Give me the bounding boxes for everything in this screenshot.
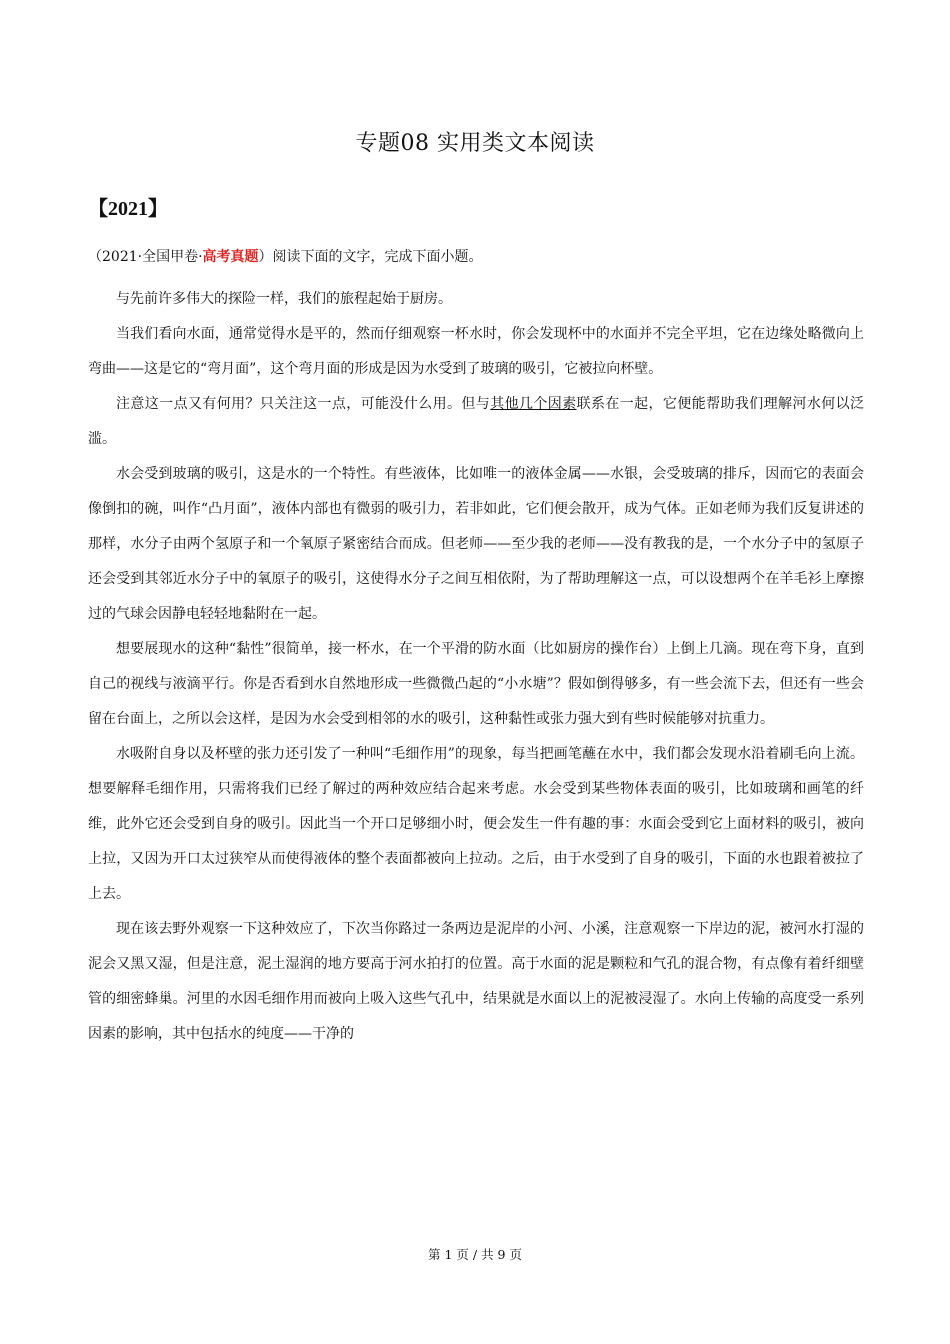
paragraph: 水吸附自身以及杯壁的张力还引发了一种叫“毛细作用”的现象，每当把画笔蘸在水中，我们都会发现水沿着刷毛向上流。想要解释毛细作用，只需将我们已经了解过的两种效应结合起来考虑。水会受到某些物体表面的吸引，比如玻璃和画笔的纤维，此外它还会受到自身的吸引。因此当一个开口足够细小时，便会发生一件有趣的事：水面会受到它上面材料的吸引，被向上拉，又因为开口太过狭窄从而使得液体的整个表面都被向上拉动。之后，由于水受到了自身的吸引，下面的水也跟着被拉了上去。 (88, 746, 864, 902)
underlined-phrase: 其他几个因素 (490, 396, 577, 412)
paragraph-text: 注意这一点又有何用？只关注这一点，可能没什么用。但与 (116, 396, 491, 412)
paragraph: 当我们看向水面，通常觉得水是平的，然而仔细观察一杯水时，你会发现杯中的水面并不完全平坦，它在边缘处略微向上弯曲——这是它的“弯月面”，这个弯月面的形成是因为水受到了玻璃的吸引，它被拉向杯壁。 (88, 326, 864, 377)
page-title: 专题08 实用类文本阅读 (355, 131, 595, 156)
year-heading: 【2021】 (88, 198, 168, 220)
paragraph: 与先前许多伟大的探险一样，我们的旅程起始于厨房。 (116, 291, 452, 307)
source-prefix: （2021·全国甲卷· (88, 249, 203, 265)
article-body (88, 282, 864, 1052)
source-suffix: ）阅读下面的文字，完成下面小题。 (258, 249, 483, 265)
paragraph: 水会受到玻璃的吸引，这是水的一个特性。有些液体，比如唯一的液体金属——水银，会受玻璃的排斥，因而它的表面会像倒扣的碗，叫作“凸月面”，液体内部也有微弱的吸引力，若非如此，它们便会散开，成为气体。正如老师为我们反复讲述的那样，水分子由两个氢原子和一个氧原子紧密结合而成。但老师——至少我的老师——没有教我的是，一个水分子中的氢原子还会受到其邻近水分子中的氧原子的吸引，这使得水分子之间互相依附，为了帮助理解这一点，可以设想两个在羊毛衫上摩擦过的气球会因静电轻轻地黏附在一起。 (88, 466, 864, 622)
source-highlight: 高考真题 (202, 249, 259, 265)
question-source (88, 246, 483, 266)
paragraph: 想要展现水的这种“黏性”很简单，接一杯水，在一个平滑的防水面（比如厨房的操作台）上倒上几滴。现在弯下身，直到自己的视线与液滴平行。你是否看到水自然地形成一些微微凸起的“小水塘”？假如倒得够多，有一些会流下去，但还有一些会留在台面上，之所以会这样，是因为水会受到相邻的水的吸引，这种黏性或张力强大到有些时候能够对抗重力。 (88, 641, 864, 727)
paragraph-text: 联系在一起，它便能帮助我们理解河水何以泛滥。 (88, 396, 865, 447)
paragraph: 现在该去野外观察一下这种效应了，下次当你路过一条两边是泥岸的小河、小溪，注意观察一下岸边的泥，被河水打湿的泥会又黑又湿，但是注意，泥土湿润的地方要高于河水拍打的位置。高于水面的泥是颗粒和气孔的混合物，有点像有着纤细壁管的细密蜂巢。河里的水因毛细作用而被向上吸入这些气孔中，结果就是水面以上的泥被浸湿了。水向上传输的高度受一系列因素的影响，其中包括水的纯度——干净的 (88, 921, 864, 1042)
page-footer: 第 1 页 / 共 9 页 (428, 1247, 522, 1262)
paragraph-underlined (88, 387, 864, 457)
